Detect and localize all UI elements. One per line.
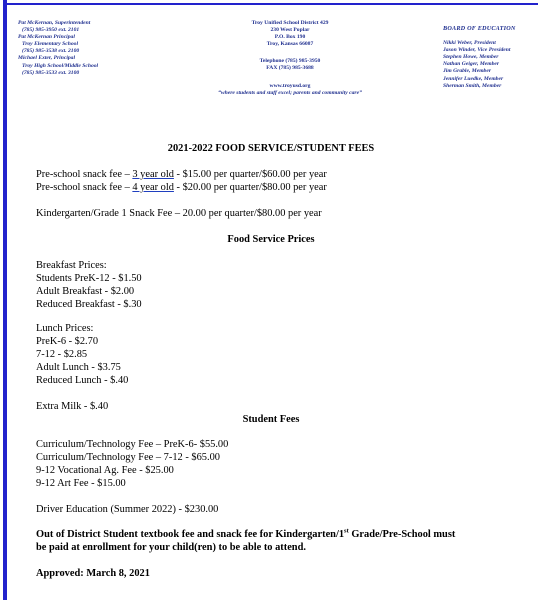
board-member: Jason Winder, Vice President [443, 47, 511, 54]
board-member: Jennifer Luedke, Member [443, 75, 504, 82]
lunch-price: 7-12 - $2.85 [36, 349, 88, 360]
lunch-price: Adult Lunch - $3.75 [36, 362, 121, 373]
admin-line: Pat McKernan Principal [18, 34, 75, 41]
board-title: BOARD OF EDUCATION [443, 25, 516, 32]
lunch-price: PreK-6 - $2.70 [36, 336, 99, 347]
document-title: 2021-2022 FOOD SERVICE/STUDENT FEES [167, 143, 375, 154]
enrollment-notice-line1 [36, 528, 455, 541]
breakfast-price: Adult Breakfast - $2.00 [36, 286, 135, 297]
notice-superscript: st [344, 527, 349, 535]
approval-date: Approved: March 8, 2021 [36, 568, 150, 579]
district-fax: FAX (785) 985-3688 [266, 65, 314, 72]
board-member: Sherman Smith, Member [443, 82, 502, 89]
district-motto: “where students and staff excel; parents and community care” [218, 89, 362, 96]
district-street: 230 West Poplar [270, 27, 310, 34]
lunch-price: Reduced Lunch - $.40 [36, 375, 129, 386]
preschool-fee-4yr [36, 181, 327, 194]
admin-line: (785) 985-3533 ext. 3100 [22, 69, 80, 76]
admin-line: Pat McKernan, Superintendent [18, 20, 91, 26]
district-pobox: P.O. Box 190 [274, 34, 306, 41]
extra-milk-price: Extra Milk - $.40 [36, 401, 109, 412]
preschool-fee-3yr [36, 168, 327, 181]
kindergarten-fee: Kindergarten/Grade 1 Snack Fee – 20.00 per quarter/$80.00 per year [36, 208, 322, 219]
board-member: Nathan Geiger, Member [443, 61, 500, 68]
page-border-top [3, 3, 538, 5]
breakfast-price: Reduced Breakfast - $.30 [36, 299, 142, 310]
fee-text: Pre-school snack fee – [36, 182, 133, 193]
admin-line: Michael Exter, Principal [18, 55, 76, 62]
board-member: Nikki Weber, President [443, 40, 496, 47]
food-service-heading: Food Service Prices [227, 234, 315, 245]
fee-text: - $15.00 per quarter/$60.00 per year [173, 169, 327, 180]
district-city: Troy, Kansas 66087 [266, 41, 314, 48]
district-info [170, 20, 410, 97]
student-fee: 9-12 Art Fee - $15.00 [36, 478, 126, 489]
breakfast-price: Students PreK-12 - $1.50 [36, 273, 142, 284]
admin-line: Troy High School/Middle School [22, 62, 99, 69]
district-name: Troy Unified School District 429 [251, 20, 329, 26]
admin-line: (785) 985-3950 ext. 2101 [22, 27, 80, 34]
administrators-list [18, 20, 158, 77]
admin-line: Troy Elementary School [22, 41, 79, 48]
driver-education-fee: Driver Education (Summer 2022) - $230.00 [36, 504, 219, 515]
lunch-label: Lunch Prices: [36, 323, 94, 334]
page-border-left [3, 0, 7, 600]
student-fee: Curriculum/Technology Fee – 7-12 - $65.00 [36, 452, 220, 463]
age-text: 4 year old [132, 182, 174, 193]
student-fee: 9-12 Vocational Ag. Fee - $25.00 [36, 465, 174, 476]
district-website-link[interactable]: www.troyusd.org [269, 82, 311, 89]
breakfast-label: Breakfast Prices: [36, 260, 107, 271]
admin-line: (785) 985-3538 ext. 2100 [22, 48, 80, 55]
district-phone: Telephone (785) 985-3950 [259, 58, 321, 65]
fee-text: Pre-school snack fee – [36, 169, 133, 180]
age-text: 3 year old [132, 169, 174, 180]
enrollment-notice-line2: be paid at enrollment for your child(ren) to be able to attend. [36, 542, 306, 553]
notice-text: Out of District Student textbook fee and snack fee for Kindergarten/1 [36, 529, 345, 540]
fee-text: - $20.00 per quarter/$80.00 per year [173, 182, 327, 193]
student-fee: Curriculum/Technology Fee – PreK-6- $55.00 [36, 439, 229, 450]
board-member: Stephen Howe, Member [443, 54, 499, 61]
board-of-education [443, 25, 538, 90]
board-member: Jim Grable, Member [443, 68, 492, 75]
notice-text: Grade/Pre-School must [348, 529, 456, 540]
student-fees-heading: Student Fees [242, 414, 300, 425]
